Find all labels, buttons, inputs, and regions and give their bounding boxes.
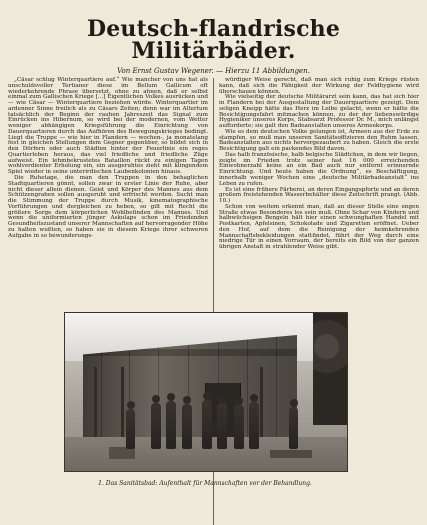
right-paragraph-6: Schon von weitem erkennt man, daß an dieser Stelle eine engen Straße etwas Besonderes los sein muß. Ohne Schar von Kindern und halbwüchsigen Bengeln hält hier einen schwunghaften Handel mit Postkarten, Apfelsinen, Schokolade und Zigaretten eröffnet. Ueber den Hof, auf dem die Reinigung der heimkehrenden Mannschaftsbekleidungen stattfindet, führt der Weg durch eine niedrige Tür in einen Vorraum, der bereits ein Bild von der ganzen übrigen Anstalt in strahlender Weise gibt. (219, 203, 419, 251)
building-plank-line (276, 335, 277, 443)
photo-caption: 1. Das Sanitätsbad: Aufenthalt für Mannschaften vor der Behandlung. (98, 480, 312, 487)
photo-tree (313, 313, 347, 425)
article-photo (64, 312, 348, 472)
left-paragraph-2: Die Ruhetage, die man den Truppen in den behaglichen Stadtquartieren gönnt, sollen zwar in erster Linie der Ruhe, aber nicht dieser allein dienen. Geist und Körper des Mannes aus dem Schützengraben sollen ausgeruht und erfrischt werden. Sucht man die Stimmung der Truppe durch Musik, kinematographische Vorführungen und dergleichen zu heben, so gilt mit Recht die größere Sorge dem körperlichen Wohlbefinden des Mannes. Und wenn die uniformierten jünger Askulaps schon im Friedenden Gesundheitszustand unserer Mannschaften auf hervorragender Höhe zu halten wußten, so haben sie in diesem Kriege ihrer schweren Aufgabe in so bewunderungs- (8, 175, 208, 239)
right-column (219, 78, 419, 251)
right-paragraph-1: würdiger Weise gerecht, daß man sich ruhig zum Kriege rüsten kann, daß sich die Fähigkeit der Wirkung der Feldhygiene wird überschauen können. (219, 77, 419, 95)
photo-pole (94, 367, 97, 447)
soldier-figure (217, 403, 227, 449)
right-paragraph-4: Das halb französische, halb belgische Städtchen, in dem wir liegen, zeigte im Frieden trotz seiner fast 16 000 erreichenden Einwohnerzahl keine an ein Bad auch nur entfernt erinnernde Einrichtung. Und heute haben die Ordnung“, es Beschäftigung, innerhalb weniger Wochen eine „deutsche Militärbadeanstalt“ ins Leben zu rufen. (219, 151, 419, 187)
photo-bench (270, 450, 312, 458)
soldier-figure (202, 400, 212, 449)
article-title: Deutsch-flandrische Militärbäder. (86, 16, 341, 64)
article-byline: Von Ernst Gustav Wegener. — Hierzu 11 Abbildungen. (117, 67, 310, 75)
left-paragraph-1: „Cäsar schlug Winterquartiere auf.“ Wie mancher von uns hat als unschuldsvoller Tertianer diese im Bellum Gallicum oft wiederkehrende Phrase übersetzt, ohne zu ahnen, daß er selbst einmal zum Gallischen Kriege [...] Eigentlichen Volkes ausrücken und — wie Cäsar — Winterquartiere beziehen würde. Winterquartier im ardenner Sinne freilich als zu Cäsars Zeiten; denn war im Altertum tatsächlich der Beginn der rauhen Jahreszeit das Signal zum Einrücken ins Hibernum, so wird bei der modernen, vom Wetter weniger abhängigen Kriegsführung die Einrichtung von Dauerquartieren durch das Aufhören des Bewegungskrieges bedingt. Liegt die Truppe — wie hier in Flandern — wochen-, ja monatelang fest in gleichen Stellungen dem Gegner gegenüber, so bildet sich in den Dörfern oder auch Städten hinter der Feuerlinie ein reges Quartierleben heraus, das viel friedliche und friedliche Züge aufweist. Ein lehmbekrustetes Bataillon rückt zu einigen Tagen wohlverdienter Erholung ein, ein ausgeruhtes zieht mit klingendem Spiel wieder in seine unterirdischen Laubenkolonien hinaus. (8, 77, 208, 176)
right-paragraph-5: Es ist eine frühere Färberei, an deren Eingangspforte und an deren großem freistehenden Wasserbehälter diese Zeitschrift prangt. (Abb. 10.) (219, 186, 419, 205)
soldier-figure (126, 409, 135, 449)
soldier-figure (151, 403, 161, 449)
soldier-figure (182, 404, 192, 449)
photo-pole (260, 367, 263, 447)
soldier-figure (234, 405, 244, 449)
soldier-figure (166, 401, 176, 449)
right-paragraph-3: Wie es dem deutschen Volke gelungen ist, Armeen aus der Erde zu stampfen, so muß man unseren Sanitätsoffizieren den Ruhm lassen, Badeanstalten aus nichts hervorgezaubert zu haben. Gleich die erste Besichtigung galt ein packendes Bild davon. (219, 128, 419, 153)
soldier-figure (289, 407, 298, 449)
left-column (8, 78, 208, 239)
soldier-figure (249, 402, 259, 449)
building-plank-line (247, 335, 248, 443)
photo-pole (121, 367, 124, 447)
right-paragraph-2: Wie vielseitig der deutsche Militärarzt sein kann, das hat sich hier in Flandern bei der Ausgestaltung der Dauerquartiere gezeigt. Dem seligen Kneipp hätte das Herz im Leibe gelacht, wenn er hätte die Besichtigungsfahrt mitmachen können, zu der der liebenswürdige Hygieniker unseres Korps, Stabsarzt Professor Dr. M., mich unlängst aufforderte; sie galt den Badeanstalten unseres Armeekorps. (219, 94, 419, 130)
